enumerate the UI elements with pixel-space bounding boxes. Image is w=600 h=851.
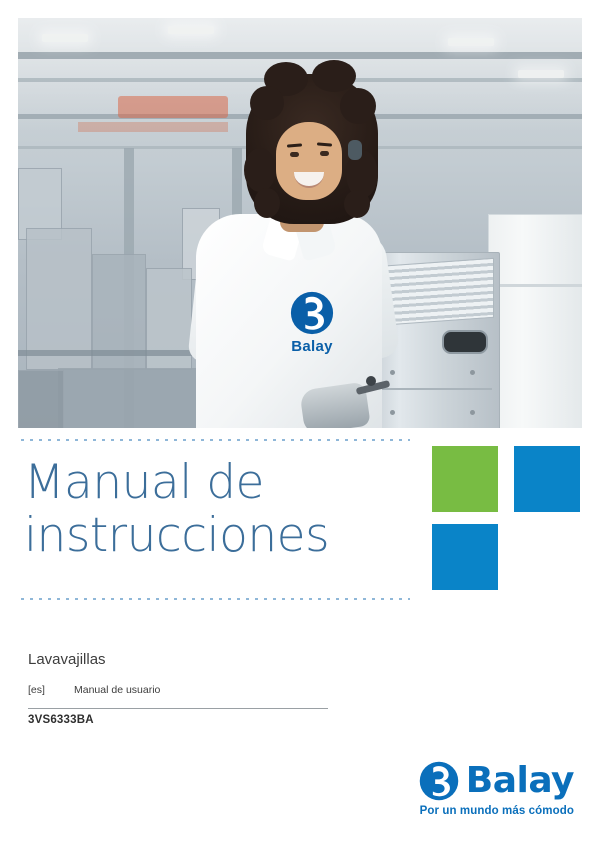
worker-hair-curl bbox=[254, 188, 280, 218]
color-block-blue-top bbox=[514, 446, 580, 512]
dotted-rule-top bbox=[18, 438, 410, 442]
worker-eye bbox=[320, 151, 329, 156]
page-title-line-2: instrucciones bbox=[24, 508, 330, 563]
document-type-row bbox=[28, 684, 160, 696]
chest-brand-word: Balay bbox=[291, 338, 333, 355]
worker-hair-curl bbox=[250, 86, 284, 120]
worker-face bbox=[276, 122, 342, 200]
worker-hair-curl bbox=[340, 88, 376, 124]
ceiling-lamp bbox=[42, 34, 88, 42]
chest-brand-logo bbox=[270, 290, 354, 355]
ceiling-beam bbox=[18, 52, 582, 59]
appliance-panel-line bbox=[374, 388, 492, 390]
dotted-rule-bottom bbox=[18, 597, 410, 601]
color-block-green bbox=[432, 446, 498, 512]
appliance-screw bbox=[390, 370, 395, 375]
brand-slogan: Por un mundo más cómodo bbox=[419, 805, 574, 817]
footer-brand-row bbox=[418, 760, 574, 802]
product-name: Lavavajillas bbox=[28, 651, 106, 668]
ceiling-lamp bbox=[448, 38, 494, 46]
balay-logo-icon bbox=[418, 760, 460, 802]
language-code: [es] bbox=[28, 684, 45, 696]
worker-hair-curl bbox=[312, 60, 356, 92]
worker-eye bbox=[290, 152, 299, 157]
factory-machine bbox=[26, 228, 92, 370]
factory-background bbox=[18, 18, 582, 428]
ceiling-duct bbox=[78, 122, 228, 132]
appliance-port bbox=[442, 330, 488, 354]
brand-name: Balay bbox=[465, 760, 574, 801]
document-type: Manual de usuario bbox=[74, 684, 161, 696]
worker-earpiece bbox=[348, 140, 362, 160]
model-divider bbox=[28, 708, 328, 709]
ceiling-duct bbox=[118, 96, 228, 118]
balay-logo-icon bbox=[289, 290, 335, 336]
model-number: 3VS6333BA bbox=[28, 714, 94, 726]
hand-tool-tip bbox=[366, 376, 376, 386]
page-title-line-1: Manual de bbox=[24, 455, 264, 510]
worker-hair-curl bbox=[244, 148, 276, 192]
appliance-screw bbox=[390, 410, 395, 415]
refrigerator-door-seam bbox=[488, 284, 582, 287]
footer-brand bbox=[418, 760, 574, 817]
hero-photo bbox=[18, 18, 582, 428]
appliance-screw bbox=[470, 370, 475, 375]
page-title bbox=[24, 456, 424, 562]
ceiling-lamp bbox=[168, 26, 214, 34]
factory-machine bbox=[18, 370, 64, 428]
color-block-blue-bottom bbox=[432, 524, 498, 590]
appliance-screw bbox=[470, 410, 475, 415]
ceiling-lamp bbox=[518, 70, 564, 78]
worker-hair-curl bbox=[344, 190, 370, 218]
refrigerator-appliance bbox=[488, 214, 582, 428]
